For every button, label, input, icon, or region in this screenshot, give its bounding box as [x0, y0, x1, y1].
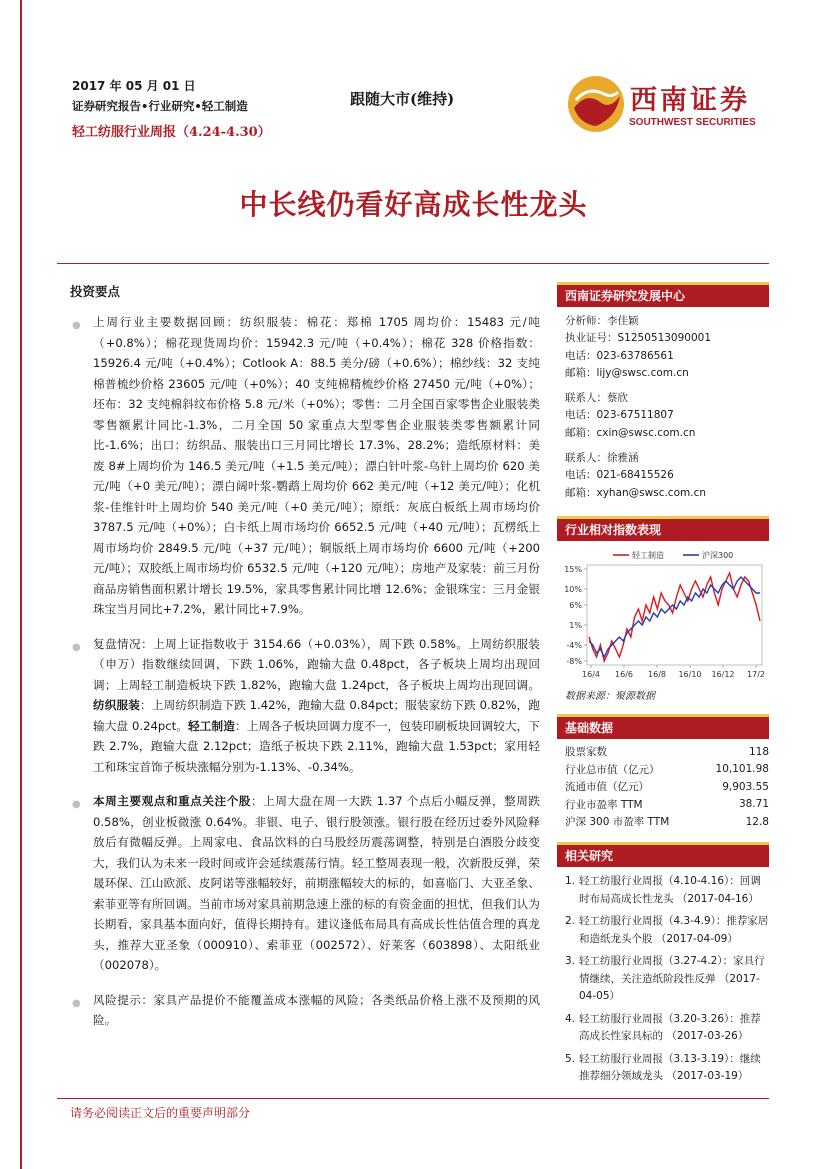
industry-rating: 跟随大市(维持) [350, 90, 455, 108]
list-item-text: 轻工纺服行业周报（3.20-3.26）：推荐高成长性家具标的 （2017-03-26） [579, 1012, 761, 1043]
bullet-dot-icon: ● [72, 997, 81, 1009]
views-text: ：上周大盘在周一大跌 1.37 个点后小幅反弹，整周跌 0.58%，创业板微涨 0.64%。非银、电子、银行股领涨。银行股在经历过委外风险释放后有微幅反弹。上周家电、食品饮料的白马股经历震荡调整，特别是白酒股分歧变大，我们认为未来一段时间或许会延续震荡行情。轻工整周表现一般，次新股反弹，荣晟环保、江山欧派、皮阿诺等涨幅较好，前期涨幅较大的标的，如喜临门、大亚圣象、索菲亚等有所回调。当前市场对家具前期急速上涨的标的有资金面的担忧，但我们认为长期看，家具基本面向好，值得长期持有。建议逢低布局具有高成长性估值合理的真龙头，推荐大亚圣象（000910）、索菲亚（002572）、好莱客（603898）、太阳纸业（002078）。 [93, 794, 540, 972]
list-item[interactable] [565, 1011, 769, 1046]
report-title: 中长线仍看好高成长性龙头 [239, 188, 588, 221]
contact-xu-email[interactable]: 邮箱：xyhan@swsc.com.cn [565, 486, 707, 499]
related-research-list [557, 873, 769, 1086]
textile-apparel-text: ：上周纺织制造下跌 1.42%，跑输大盘 0.84pct；服装家纺下跌 0.82%，跑输大盘 0.24pct。 [93, 698, 540, 733]
list-item[interactable] [565, 913, 769, 948]
light-industry-text: ：上周各子板块回调力度不一，包装印刷板块回调较大，下跌 2.7%，跑输大盘 2.12pct；造纸子板块下跌 2.11%，跑输大盘 1.53pct；家用轻工和珠宝首饰子板块涨幅分别为-1.13%、-0.34%。 [93, 718, 540, 774]
legend-label: 沪深300 [702, 550, 734, 560]
logo-emblem-icon [566, 74, 626, 134]
investment-summary [70, 282, 540, 1045]
contact-xu-phone: 电话：021-68415526 [565, 469, 674, 482]
table-row [565, 743, 769, 761]
x-tick-label: 16/6 [615, 669, 633, 679]
series-line-hs300 [589, 577, 760, 657]
table-row [565, 795, 769, 813]
chart-canvas [557, 547, 769, 687]
summary-point-market-review [70, 634, 540, 778]
title-divider [57, 263, 769, 264]
company-logo [566, 74, 766, 138]
basic-value: 10,101.98 [715, 763, 769, 776]
list-item-number: 3. [565, 955, 576, 968]
basic-data-table [565, 743, 769, 831]
basic-label: 股票家数 [565, 746, 607, 759]
basic-value: 118 [748, 745, 769, 758]
y-tick-label: 6% [569, 600, 582, 610]
footer-divider [57, 1098, 769, 1099]
index-chart-bar: 行业相对指数表现 [557, 516, 769, 541]
x-tick-label: 16/4 [582, 669, 600, 679]
footer-disclaimer: 请务必阅读正文后的重要声明部分 [70, 1106, 251, 1120]
views-label: 本周主要观点和重点关注个股 [93, 794, 252, 808]
contact-cai-phone: 电话：023-67511807 [565, 409, 674, 422]
basic-label: 沪深 300 市盈率 TTM [565, 816, 670, 829]
contact-xu: 联系人：徐雅涵 [565, 452, 639, 465]
basic-label: 行业总市值（亿元） [565, 763, 660, 776]
table-row [565, 760, 769, 778]
bullet-dot-icon: ● [72, 641, 81, 653]
logo-chinese-name: 西南证券 [630, 85, 750, 116]
list-item-number: 2. [565, 915, 576, 928]
textile-apparel-label: 纺织服装 [93, 698, 141, 712]
list-item-number: 1. [565, 875, 576, 888]
report-category: 证券研究报告•行业研究•轻工制造 [72, 99, 248, 113]
basic-value: 38.71 [738, 798, 769, 811]
basic-label: 流通市值（亿元） [565, 781, 649, 794]
analyst-email[interactable]: 邮箱：lijy@swsc.com.cn [565, 366, 689, 379]
bullet-dot-icon: ● [72, 320, 81, 331]
sidebar [557, 282, 769, 1091]
list-item-number: 5. [565, 1052, 576, 1065]
x-tick-label: 16/12 [711, 669, 735, 679]
list-item-text: 轻工纺服行业周报（4.10-4.16）：回调时布局高成长性龙头 （2017-04-16） [579, 875, 761, 905]
data-review-text: 上周行业主要数据回顾：纺织服装：棉花：郑棉 1705 周均价：15483 元/吨（+0.8%）；棉花现货周均价：15942.3 元/吨（+0.4%）；棉花 328 价格指数：15926.4 元/吨（+0.4%）；Cotlook A：88.5 美分/磅（+0.6%）；棉纱线：32 支纯棉普梳纱价格 23605 元/吨（+0%）；40 支纯棉精梳纱价格 27450 元/吨（+0%）；坯布：32 支纯棉斜纹布价格 5.8 元/米（+0%）；零售：二月全国百家零售企业服装类零售额累计同比-1.3%，二月全国 50 家重点大型零售企业服装类零售额累计同比-1.6%；出口：纺织品、服装出口三月同比增长 17.3%、28.2%；造纸原材料：美废 8#上周均价为 146.5 美元/吨（+1.5 美元/吨）；漂白针叶浆-乌针上周均价 620 美元/吨（+0 美元/吨）；漂白阔叶浆-鹦鹉上周均价 662 美元/吨（+12 美元/吨）；化机浆-佳维针叶上周均价 540 美元/吨（+0 美元/吨）；原纸：灰底白板纸上周市场均价 3787.5 元/吨（+0%）；白卡纸上周市场均价 6652.5 元/吨（+40 元/吨）；瓦楞纸上周市场均价 2849.5 元/吨（+37 元/吨）；铜版纸上周市场均价 6600 元/吨（+200 元/吨）；双胶纸上周市场均价 6532.5 元/吨（+120 元/吨）；房地产及家装：前三月份商品房销售面积累计增长 19.5%，家具零售累计同比增 12.6%；金银珠宝：三月金银珠宝当月同比+7.2%，累计同比+7.9%。 [93, 315, 540, 616]
x-tick-label: 16/10 [678, 669, 702, 679]
list-item[interactable] [565, 873, 769, 908]
table-row [565, 813, 769, 831]
list-item[interactable] [565, 1051, 769, 1086]
bullet-dot-icon: ● [72, 799, 81, 810]
left-margin-rule [20, 0, 22, 1169]
list-item-text: 轻工纺服行业周报（3.27-4.2）：家具行情继续，关注造纸阶段性反弹 （2017-04-05） [579, 955, 765, 1003]
y-tick-label: 15% [564, 564, 582, 574]
report-date: 2017 年 05 月 01 日 [72, 79, 196, 93]
research-center-bar: 西南证券研究发展中心 [557, 282, 769, 307]
basic-value: 9,903.55 [722, 780, 769, 793]
risk-text: 风险提示：家具产品提价不能覆盖成本涨幅的风险；各类纸品价格上涨不及预期的风险。 [93, 992, 540, 1027]
analyst-name: 分析师：李佳颖 [565, 315, 639, 327]
list-item[interactable] [565, 953, 769, 1006]
summary-point-views [70, 791, 540, 976]
report-series: 轻工纺服行业周报（4.24-4.30） [72, 125, 271, 140]
relative-index-chart [557, 547, 769, 687]
legend-label: 轻工制造 [632, 550, 664, 560]
x-tick-label: 16/8 [648, 669, 666, 679]
chart-plot-frame [587, 565, 762, 665]
analyst-license: 执业证号：S1250513090001 [565, 332, 712, 345]
basic-value: 12.8 [745, 815, 769, 828]
y-tick-label: -8% [566, 656, 582, 666]
chart-source: 数据来源：聚源数据 [565, 690, 655, 702]
list-item-text: 轻工纺服行业周报（4.3-4.9）：推荐家居和造纸龙头个股 （2017-04-09） [579, 915, 769, 945]
summary-point-risk [70, 990, 540, 1031]
list-item-text: 轻工纺服行业周报（3.13-3.19）：继续推荐细分领域龙头 （2017-03-19） [579, 1052, 761, 1083]
y-tick-label: 10% [564, 584, 582, 594]
y-tick-label: -4% [566, 640, 582, 650]
summary-heading: 投资要点 [70, 284, 121, 299]
summary-point-data-review [70, 312, 540, 620]
contact-cai-email[interactable]: 邮箱：cxin@swsc.com.cn [565, 426, 696, 439]
y-tick-label: 1% [569, 620, 582, 630]
logo-english-name: SOUTHWEST SECURITIES [629, 117, 756, 128]
basic-label: 行业市盈率 TTM [565, 798, 643, 811]
table-row [565, 778, 769, 796]
market-review-text: 复盘情况：上周上证指数收于 3154.66（+0.03%），周下跌 0.58%。上周纺织服装（申万）指数继续回调，下跌 1.06%，跑输大盘 0.48pct，各子板块上周均出现回调；上周轻工制造板块下跌 1.82%，跑输大盘 1.24pct，各子板块上周均出现回调。 [93, 636, 540, 692]
x-tick-label: 17/2 [747, 669, 765, 679]
light-industry-label: 轻工制造 [188, 718, 235, 733]
contact-cai: 联系人：蔡欣 [565, 392, 628, 405]
basic-data-bar: 基础数据 [557, 714, 769, 739]
list-item-number: 4. [565, 1012, 576, 1025]
analyst-phone: 电话：023-63786561 [565, 349, 674, 362]
related-research-bar: 相关研究 [557, 842, 769, 867]
